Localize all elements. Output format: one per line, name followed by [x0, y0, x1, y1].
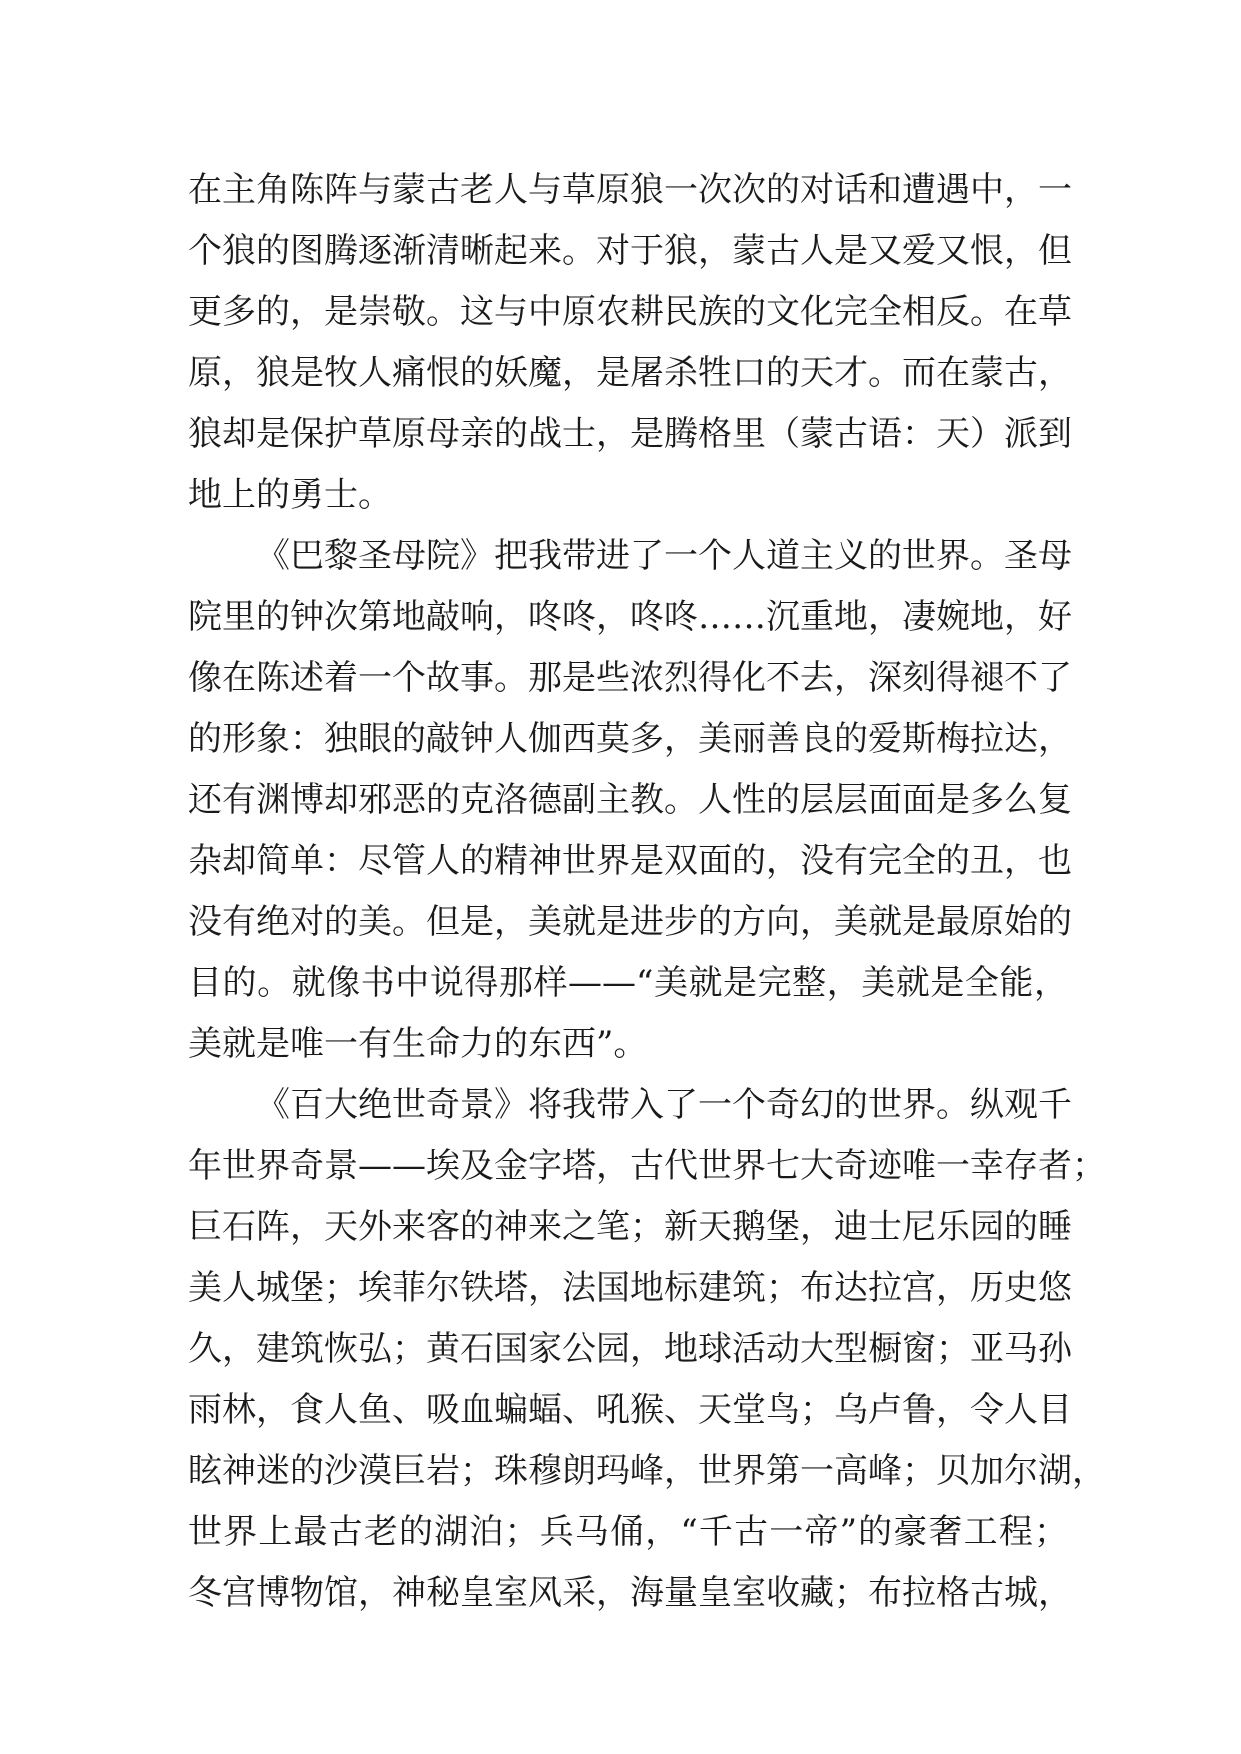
document-body [188, 160, 1106, 1624]
text-line: 眩神迷的沙漠巨岩；珠穆朗玛峰，世界第一高峰；贝加尔湖， [188, 1451, 1106, 1491]
text-line: 美就是唯一有生命力的东西”。 [188, 1024, 648, 1064]
text-line: 巨石阵，天外来客的神来之笔；新天鹅堡，迪士尼乐园的睡 [188, 1207, 1072, 1247]
text-line: 雨林，食人鱼、吸血蝙蝠、吼猴、天堂鸟；乌卢鲁，令人目 [188, 1390, 1072, 1430]
paragraph-first-line: 《百大绝世奇景》将我带入了一个奇幻的世界。纵观千 [256, 1085, 1072, 1125]
text-line: 个狼的图腾逐渐清晰起来。对于狼，蒙古人是又爱又恨，但 [188, 231, 1072, 271]
text-line: 冬宫博物馆，神秘皇室风采，海量皇室收藏；布拉格古城， [188, 1573, 1072, 1613]
paragraph-first-line: 《巴黎圣母院》把我带进了一个人道主义的世界。圣母 [256, 536, 1072, 576]
text-line: 原，狼是牧人痛恨的妖魔，是屠杀牲口的天才。而在蒙古， [188, 353, 1072, 393]
text-line: 没有绝对的美。但是，美就是进步的方向，美就是最原始的 [188, 902, 1072, 942]
text-line: 更多的，是崇敬。这与中原农耕民族的文化完全相反。在草 [188, 292, 1072, 332]
text-line: 地上的勇士。 [188, 475, 392, 515]
text-line: 还有渊博却邪恶的克洛德副主教。人性的层层面面是多么复 [188, 780, 1072, 820]
text-line: 美人城堡；埃菲尔铁塔，法国地标建筑；布达拉宫，历史悠 [188, 1268, 1072, 1308]
text-line: 久，建筑恢弘；黄石国家公园，地球活动大型橱窗；亚马孙 [188, 1329, 1072, 1369]
text-line: 世界上最古老的湖泊；兵马俑，“千古一帝”的豪奢工程； [188, 1512, 1068, 1552]
text-line: 在主角陈阵与蒙古老人与草原狼一次次的对话和遭遇中，一 [188, 170, 1072, 210]
text-line: 像在陈述着一个故事。那是些浓烈得化不去，深刻得褪不了 [188, 658, 1072, 698]
text-line: 的形象：独眼的敲钟人伽西莫多，美丽善良的爱斯梅拉达， [188, 719, 1072, 759]
text-line: 年世界奇景——埃及金字塔，古代世界七大奇迹唯一幸存者； [188, 1146, 1106, 1186]
text-line: 狼却是保护草原母亲的战士，是腾格里（蒙古语：天）派到 [188, 414, 1072, 454]
text-line: 目的。就像书中说得那样——“美就是完整，美就是全能， [188, 963, 1068, 1003]
text-line: 院里的钟次第地敲响，咚咚，咚咚……沉重地，凄婉地，好 [188, 597, 1072, 637]
text-line: 杂却简单：尽管人的精神世界是双面的，没有完全的丑，也 [188, 841, 1072, 881]
